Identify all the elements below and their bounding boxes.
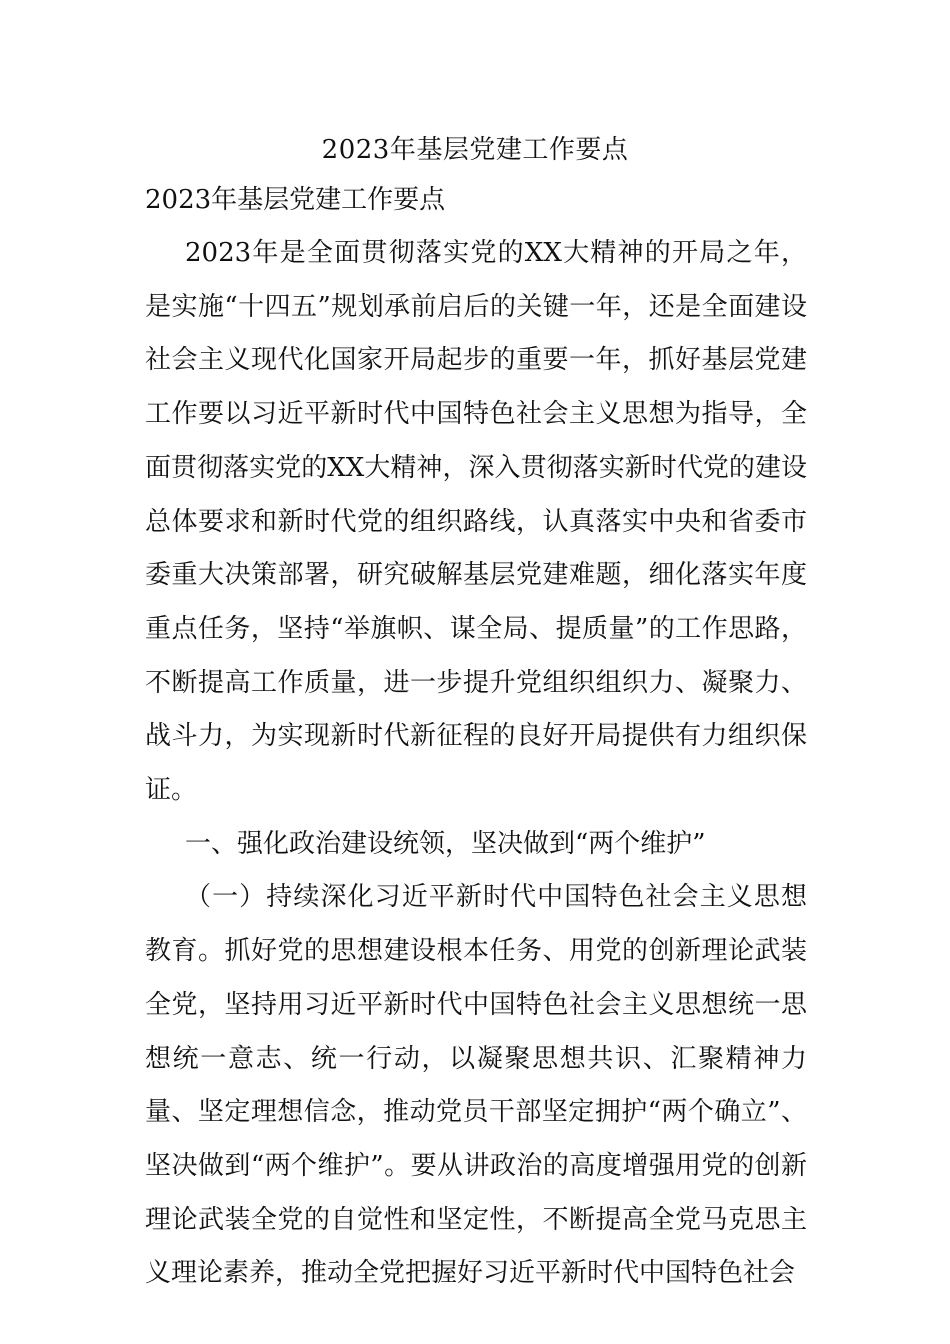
subsection-paragraph: （一）持续深化习近平新时代中国特色社会主义思想教育。抓好党的思想建设根本任务、用党的创新理论武装全党，坚持用习近平新时代中国特色社会主义思想统一思想统一意志、统一行动，以凝聚思想共识、汇聚精神力量、坚定理想信念，推动党员干部坚定拥护“两个确立”、坚决做到“两个维护”。要从讲政治的高度增强用党的创新理论武装全党的自觉性和坚定性，不断提高全党马克思主义理论素养，推动全党把握好习近平新时代中国特色社会 [145, 882, 807, 1289]
document-subtitle: 2023年基层党建工作要点 [145, 185, 446, 215]
intro-paragraph: 2023年是全面贯彻落实党的XX大精神的开局之年，是实施“十四五”规划承前启后的关键一年，还是全面建设社会主义现代化国家开局起步的重要一年，抓好基层党建工作要以习近平新时代中国特色社会主义思想为指导，全面贯彻落实党的XX大精神，深入贯彻落实新时代党的建设总体要求和新时代党的组织路线，认真落实中央和省委市委重大决策部署，研究破解基层党建难题，细化落实年度重点任务，坚持“举旗帜、谋全局、提质量”的工作思路，不断提高工作质量，进一步提升党组织组织力、凝聚力、战斗力，为实现新时代新征程的良好开局提供有力组织保证。 [145, 238, 807, 806]
document-body [145, 227, 807, 1301]
section-heading: 一、强化政治建设统领，坚决做到“两个维护” [185, 828, 706, 859]
document-title: 2023年基层党建工作要点 [321, 135, 629, 165]
